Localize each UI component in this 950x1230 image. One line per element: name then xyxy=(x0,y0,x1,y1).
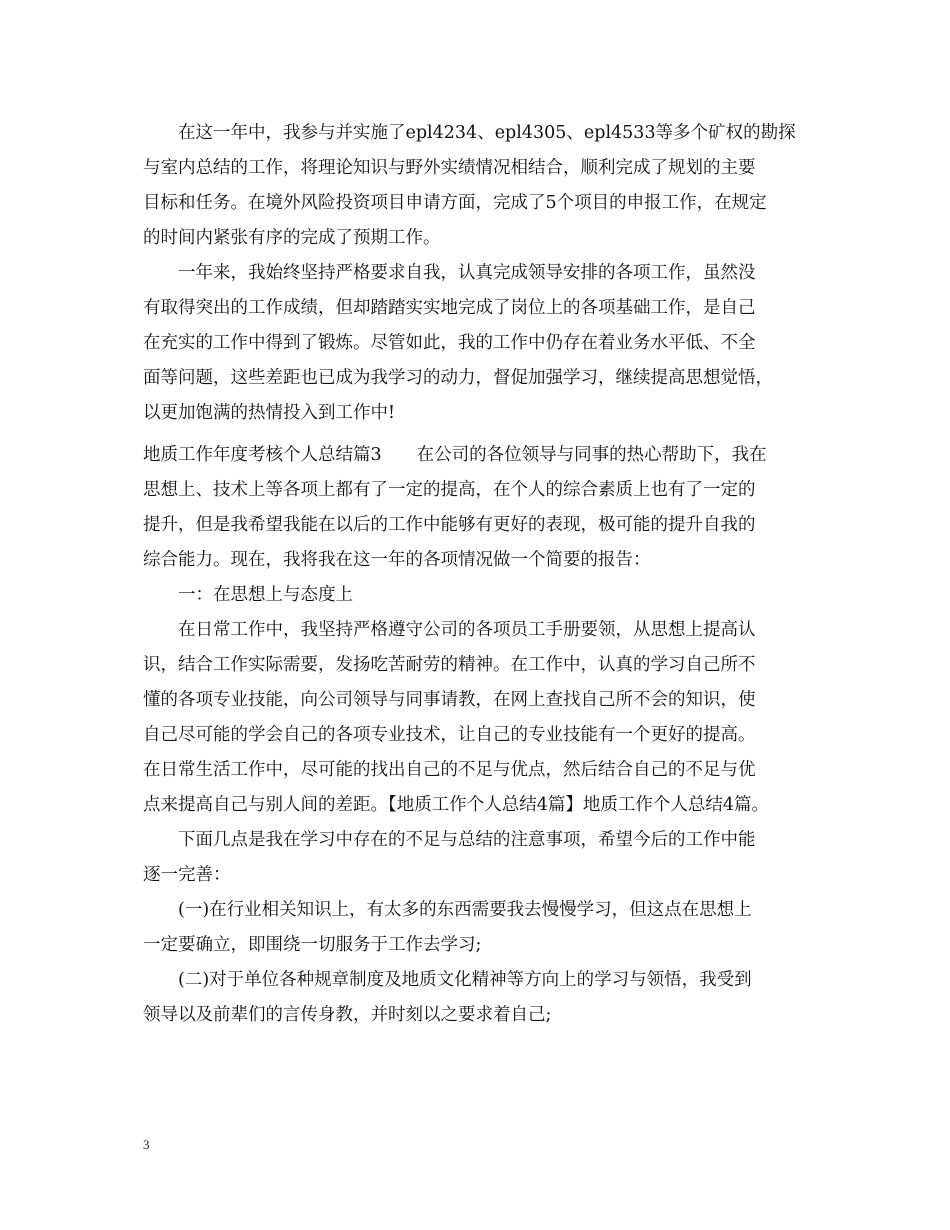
text-line: 以更加饱满的热情投入到工作中! xyxy=(143,403,396,423)
text-line: (一)在行业相关知识上，有太多的东西需要我去慢慢学习，但这点在思想上 xyxy=(143,900,752,920)
text-line: 逐一完善： xyxy=(143,865,231,885)
text-line: 与室内总结的工作，将理论知识与野外实绩情况相结合，顺利完成了规划的主要 xyxy=(143,158,756,178)
text-line: 自己尽可能的学会自己的各项专业技术，让自己的专业技能有一个更好的提高。 xyxy=(143,725,756,745)
text-line: 懂的各项专业技能，向公司领导与同事请教，在网上查找自己所不会的知识，使 xyxy=(143,690,756,710)
text-line: 下面几点是我在学习中存在的不足与总结的注意事项，希望今后的工作中能 xyxy=(143,830,756,850)
text-line: 在日常工作中，我坚持严格遵守公司的各项员工手册要领，从思想上提高认 xyxy=(143,620,756,640)
text-line: 一定要确立，即围绕一切服务于工作去学习; xyxy=(143,935,482,955)
text-line: 目标和任务。在境外风险投资项目申请方面，完成了5个项目的申报工作，在规定 xyxy=(143,193,767,213)
page-number: 3 xyxy=(143,1137,150,1152)
text-line: 一年来，我始终坚持严格要求自我，认真完成领导安排的各项工作，虽然没 xyxy=(143,263,756,283)
text-line: 的时间内紧张有序的完成了预期工作。 xyxy=(143,228,441,248)
text-line: 综合能力。现在，我将我在这一年的各项情况做一个简要的报告： xyxy=(143,550,651,570)
text-line: 识，结合工作实际需要，发扬吃苦耐劳的精神。在工作中，认真的学习自己所不 xyxy=(143,655,756,675)
section-heading-line: 地质工作年度考核个人总结篇3 在公司的各位领导与同事的热心帮助下，我在 xyxy=(143,445,767,465)
subheading-line: 一：在思想上与态度上 xyxy=(143,585,353,605)
text-line: 面等问题，这些差距也已成为我学习的动力，督促加强学习，继续提高思想觉悟， xyxy=(143,368,773,388)
text-line: 提升，但是我希望我能在以后的工作中能够有更好的表现，极可能的提升自我的 xyxy=(143,515,756,535)
text-line: (二)对于单位各种规章制度及地质文化精神等方向上的学习与领悟，我受到 xyxy=(143,970,752,990)
text-line: 有取得突出的工作成绩，但却踏踏实实地完成了岗位上的各项基础工作，是自己 xyxy=(143,298,756,318)
text-line: 在这一年中，我参与并实施了epl4234、epl4305、epl4533等多个矿权的勘探 xyxy=(143,123,796,143)
text-line: 在充实的工作中得到了锻炼。尽管如此，我的工作中仍存在着业务水平低、不全 xyxy=(143,333,756,353)
text-line: 在日常生活工作中，尽可能的找出自己的不足与优点，然后结合自己的不足与优 xyxy=(143,760,756,780)
text-line: 领导以及前辈们的言传身教，并时刻以之要求着自己; xyxy=(143,1005,552,1025)
text-line: 点来提高自己与别人间的差距。【地质工作个人总结4篇】地质工作个人总结4篇。 xyxy=(143,795,770,815)
text-line: 思想上、技术上等各项上都有了一定的提高，在个人的综合素质上也有了一定的 xyxy=(143,480,756,500)
